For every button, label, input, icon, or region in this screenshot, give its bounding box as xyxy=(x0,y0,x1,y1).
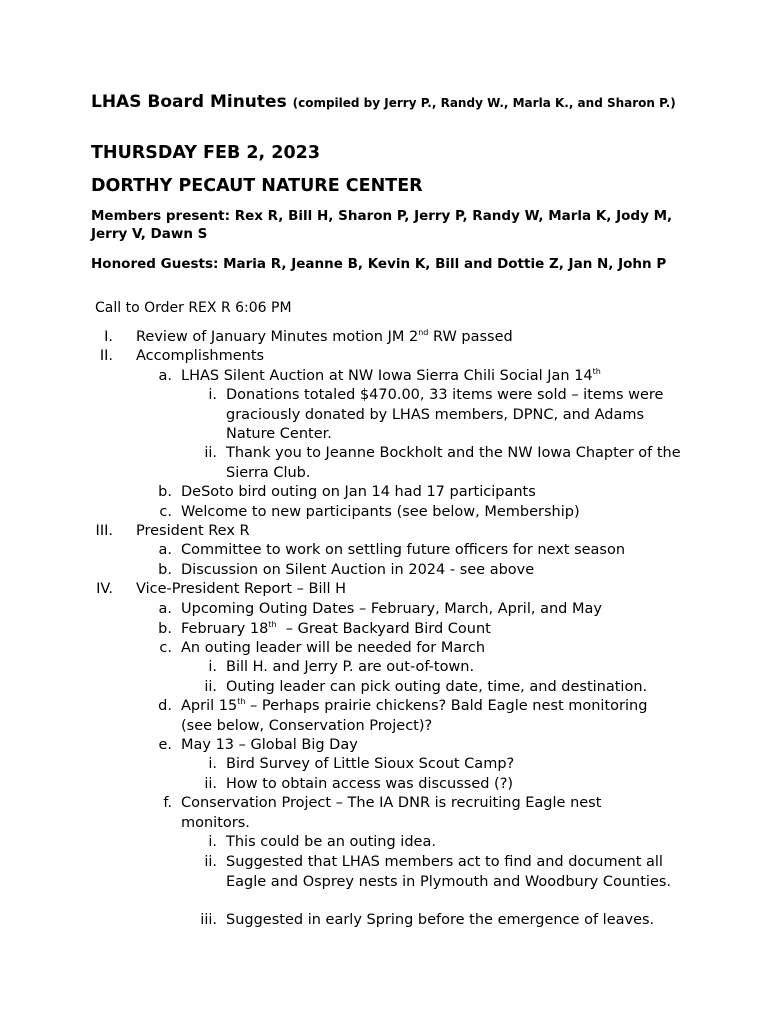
section-4f-i-number: i. xyxy=(208,834,217,850)
section-2a-i-number: i. xyxy=(208,387,217,403)
section-4f-ii-text: Suggested that LHAS members act to find and document all Eagle and Osprey nests in Plymouth and Woodbury Counties. xyxy=(226,854,672,890)
section-2a-number: a. xyxy=(158,368,172,384)
section-4c-number: c. xyxy=(159,640,172,656)
section-4d-text: April 15th – Perhaps prairie chickens? Bald Eagle nest monitoring (see below, Conservation Project)? xyxy=(181,697,648,734)
section-4a-number: a. xyxy=(158,601,172,617)
section-4-number: IV. xyxy=(96,581,113,597)
section-4f-number: f. xyxy=(163,795,172,811)
section-3b-text: Discussion on Silent Auction in 2024 - see above xyxy=(181,562,535,578)
section-4c-ii-number: ii. xyxy=(204,679,217,695)
section-3b-number: b. xyxy=(158,562,172,578)
honored-guests: Honored Guests: Maria R, Jeanne B, Kevin K, Bill and Dottie Z, Jan N, John P xyxy=(91,256,667,272)
section-4e-number: e. xyxy=(158,737,172,753)
members-present: Members present: Rex R, Bill H, Sharon P, Jerry P, Randy W, Marla K, Jody M, Jerry V, Dawn S xyxy=(91,208,673,242)
section-2a-ii-text: Thank you to Jeanne Bockholt and the NW Iowa Chapter of the Sierra Club. xyxy=(226,445,681,481)
section-4e-ii-text: How to obtain access was discussed (?) xyxy=(226,776,514,792)
section-1-number: I. xyxy=(104,329,113,345)
section-4e-i-text: Bird Survey of Little Sioux Scout Camp? xyxy=(226,756,515,772)
section-3-number: III. xyxy=(95,523,113,539)
section-3a-text: Committee to work on settling future officers for next season xyxy=(181,542,626,558)
title-main: LHAS Board Minutes xyxy=(91,92,287,112)
section-4c-i-text: Bill H. and Jerry P. are out-of-town. xyxy=(226,659,475,675)
section-4c-text: An outing leader will be needed for March xyxy=(181,640,486,656)
section-4e-text: May 13 – Global Big Day xyxy=(181,737,358,753)
section-2b-number: b. xyxy=(158,484,172,500)
section-2a-text: LHAS Silent Auction at NW Iowa Sierra Chili Social Jan 14th xyxy=(181,367,601,384)
section-2-text: Accomplishments xyxy=(136,348,265,364)
section-4f-iii-number: iii. xyxy=(200,912,217,928)
section-4c-ii-text: Outing leader can pick outing date, time, and destination. xyxy=(226,679,648,695)
section-4-text: Vice-President Report – Bill H xyxy=(136,581,347,597)
section-2c-number: c. xyxy=(159,504,172,520)
call-to-order: Call to Order REX R 6:06 PM xyxy=(95,300,292,316)
section-1-text: Review of January Minutes motion JM 2nd RW passed xyxy=(136,328,513,345)
section-2a-ii-number: ii. xyxy=(204,445,217,461)
section-4f-i-text: This could be an outing idea. xyxy=(226,834,436,850)
document-title xyxy=(91,92,681,113)
meeting-location: DORTHY PECAUT NATURE CENTER xyxy=(91,176,423,196)
section-3a-number: a. xyxy=(158,542,172,558)
section-4f-iii-text: Suggested in early Spring before the emergence of leaves. xyxy=(226,912,655,928)
section-4f-text: Conservation Project – The IA DNR is recruiting Eagle nest monitors. xyxy=(181,795,602,831)
compiled-by: (compiled by Jerry P., Randy W., Marla K., and Sharon P.) xyxy=(292,96,676,110)
section-2b-text: DeSoto bird outing on Jan 14 had 17 participants xyxy=(181,484,536,500)
section-4d-number: d. xyxy=(158,698,172,714)
section-3-text: President Rex R xyxy=(136,523,250,539)
section-4b-number: b. xyxy=(158,621,172,637)
section-2-number: II. xyxy=(99,348,113,364)
section-4a-text: Upcoming Outing Dates – February, March, April, and May xyxy=(181,601,602,617)
meeting-date: THURSDAY FEB 2, 2023 xyxy=(91,143,320,163)
section-2a-i-text: Donations totaled $470.00, 33 items were sold – items were graciously donated by LHAS members, DPNC, and Adams Nature Center. xyxy=(226,387,664,442)
section-2c-text: Welcome to new participants (see below, Membership) xyxy=(181,504,580,520)
section-4e-ii-number: ii. xyxy=(204,776,217,792)
section-4c-i-number: i. xyxy=(208,659,217,675)
section-4f-ii-number: ii. xyxy=(204,854,217,870)
section-4e-i-number: i. xyxy=(208,756,217,772)
section-4b-text: February 18th – Great Backyard Bird Count xyxy=(181,620,491,637)
